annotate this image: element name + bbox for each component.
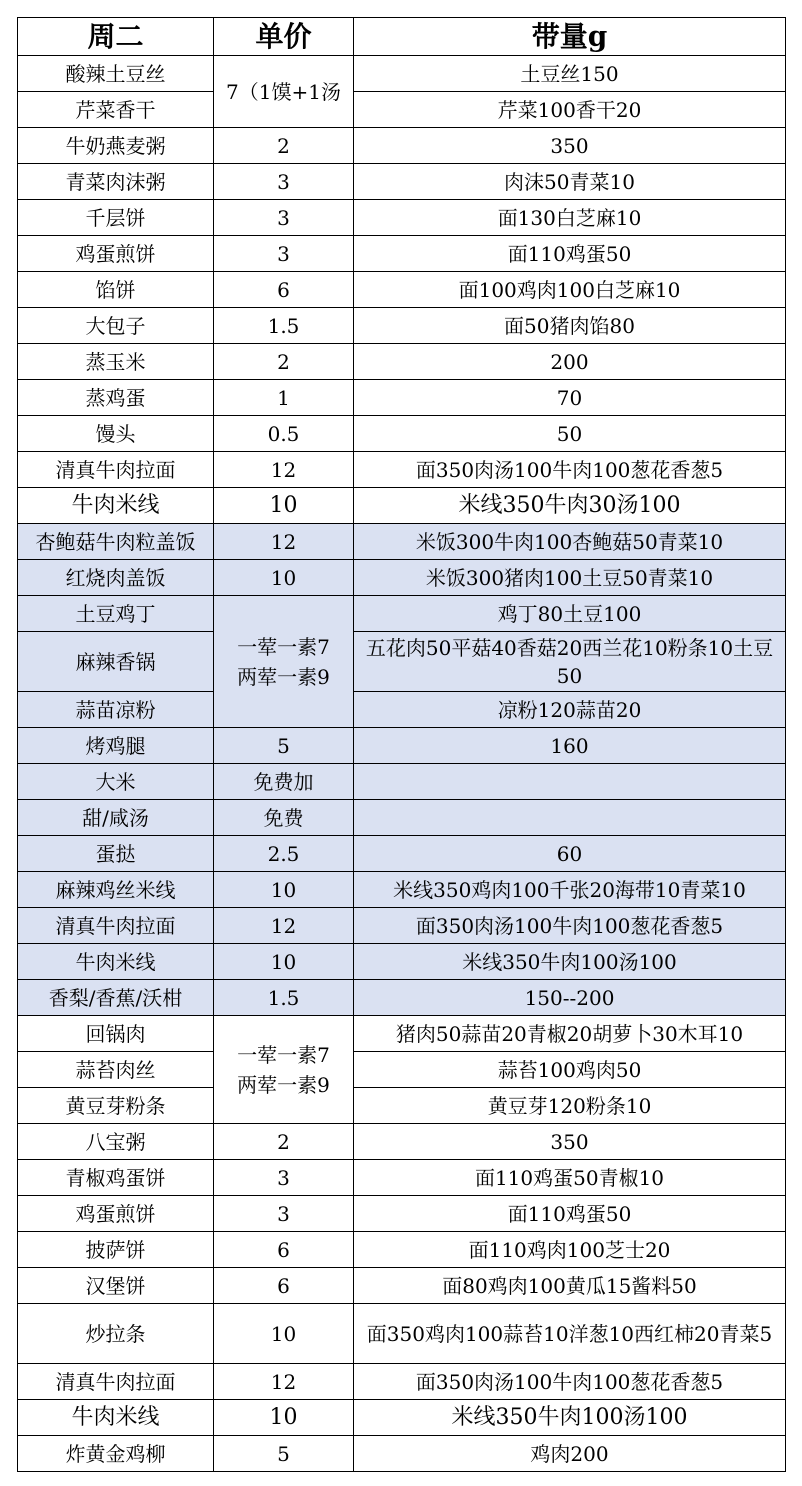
dish-name: 鸡蛋煎饼 <box>18 1196 214 1232</box>
combo-price: 一荤一素7 两荤一素9 <box>214 596 354 728</box>
dish-price: 0.5 <box>214 416 354 452</box>
dish-portion: 面110鸡蛋50青椒10 <box>354 1160 786 1196</box>
dish-name: 红烧肉盖饭 <box>18 560 214 596</box>
dish-portion: 350 <box>354 128 786 164</box>
dish-name: 蒸鸡蛋 <box>18 380 214 416</box>
dish-name: 披萨饼 <box>18 1232 214 1268</box>
dish-portion: 凉粉120蒜苗20 <box>354 692 786 728</box>
dish-price: 免费 <box>214 800 354 836</box>
table-row <box>18 524 786 560</box>
header-day: 周二 <box>18 18 214 56</box>
dish-portion: 米饭300牛肉100杏鲍菇50青菜10 <box>354 524 786 560</box>
dish-name: 麻辣香锅 <box>18 632 214 692</box>
header-portion: 带量g <box>354 18 786 56</box>
dish-price: 2 <box>214 128 354 164</box>
dish-name: 清真牛肉拉面 <box>18 452 214 488</box>
dish-name: 鸡蛋煎饼 <box>18 236 214 272</box>
dish-portion: 面130白芝麻10 <box>354 200 786 236</box>
dish-portion: 米饭300猪肉100土豆50青菜10 <box>354 560 786 596</box>
dish-price: 3 <box>214 1196 354 1232</box>
dish-portion <box>354 800 786 836</box>
table-row <box>18 908 786 944</box>
table-row <box>18 56 786 92</box>
dish-portion: 350 <box>354 1124 786 1160</box>
dish-name: 青菜肉沫粥 <box>18 164 214 200</box>
table-row <box>18 944 786 980</box>
dish-portion: 面350肉汤100牛肉100葱花香葱5 <box>354 452 786 488</box>
dish-price: 6 <box>214 272 354 308</box>
table-row <box>18 344 786 380</box>
header-price: 单价 <box>214 18 354 56</box>
dish-portion: 50 <box>354 416 786 452</box>
table-row <box>18 272 786 308</box>
dish-name: 杏鲍菇牛肉粒盖饭 <box>18 524 214 560</box>
dish-name: 大包子 <box>18 308 214 344</box>
dish-portion: 面110鸡蛋50 <box>354 1196 786 1232</box>
dish-price: 10 <box>214 1304 354 1364</box>
dish-name: 汉堡饼 <box>18 1268 214 1304</box>
table-row <box>18 1016 786 1052</box>
header-row <box>18 18 786 56</box>
dish-name: 清真牛肉拉面 <box>18 1364 214 1400</box>
table-row <box>18 800 786 836</box>
dish-name: 蒸玉米 <box>18 344 214 380</box>
dish-name: 回锅肉 <box>18 1016 214 1052</box>
dish-price: 2 <box>214 344 354 380</box>
dish-price: 12 <box>214 908 354 944</box>
dish-price: 1.5 <box>214 980 354 1016</box>
dish-name: 蒜苗凉粉 <box>18 692 214 728</box>
dish-price: 10 <box>214 1400 354 1436</box>
dish-price: 3 <box>214 1160 354 1196</box>
dish-portion: 面350肉汤100牛肉100葱花香葱5 <box>354 908 786 944</box>
combo-price: 一荤一素7 两荤一素9 <box>214 1016 354 1124</box>
dish-portion: 70 <box>354 380 786 416</box>
dish-portion: 面80鸡肉100黄瓜15酱料50 <box>354 1268 786 1304</box>
dish-price: 1.5 <box>214 308 354 344</box>
dish-price: 3 <box>214 164 354 200</box>
dish-price: 10 <box>214 944 354 980</box>
dish-name: 炒拉条 <box>18 1304 214 1364</box>
dish-portion: 150--200 <box>354 980 786 1016</box>
dish-name: 清真牛肉拉面 <box>18 908 214 944</box>
table-row <box>18 1124 786 1160</box>
table-row <box>18 872 786 908</box>
dish-portion: 200 <box>354 344 786 380</box>
dish-name: 大米 <box>18 764 214 800</box>
dish-name: 甜/咸汤 <box>18 800 214 836</box>
table-row <box>18 728 786 764</box>
dish-price: 12 <box>214 524 354 560</box>
dish-name: 青椒鸡蛋饼 <box>18 1160 214 1196</box>
table-row <box>18 1088 786 1124</box>
dish-portion: 160 <box>354 728 786 764</box>
dish-name: 酸辣土豆丝 <box>18 56 214 92</box>
dish-portion: 米线350牛肉100汤100 <box>354 944 786 980</box>
dish-name: 蒜苔肉丝 <box>18 1052 214 1088</box>
dish-portion <box>354 764 786 800</box>
dish-price: 5 <box>214 728 354 764</box>
dish-portion: 肉沫50青菜10 <box>354 164 786 200</box>
table-row <box>18 980 786 1016</box>
table-row <box>18 1436 786 1472</box>
dish-price: 6 <box>214 1268 354 1304</box>
dish-portion: 蒜苔100鸡肉50 <box>354 1052 786 1088</box>
dish-name: 黄豆芽粉条 <box>18 1088 214 1124</box>
table-row <box>18 596 786 632</box>
dish-price: 2 <box>214 1124 354 1160</box>
dish-price: 10 <box>214 872 354 908</box>
dish-portion: 面50猪肉馅80 <box>354 308 786 344</box>
dish-portion: 面350鸡肉100蒜苔10洋葱10西红柿20青菜5 <box>354 1304 786 1364</box>
dish-name: 馒头 <box>18 416 214 452</box>
dish-price: 1 <box>214 380 354 416</box>
dish-portion: 芹菜100香干20 <box>354 92 786 128</box>
table-row <box>18 164 786 200</box>
table-row <box>18 452 786 488</box>
dish-portion: 60 <box>354 836 786 872</box>
dish-price: 2.5 <box>214 836 354 872</box>
dish-price: 5 <box>214 1436 354 1472</box>
dish-price: 10 <box>214 560 354 596</box>
dish-price: 免费加 <box>214 764 354 800</box>
dish-portion: 米线350鸡肉100千张20海带10青菜10 <box>354 872 786 908</box>
table-row <box>18 380 786 416</box>
table-row <box>18 632 786 692</box>
dish-price: 10 <box>214 488 354 524</box>
dish-portion: 面110鸡肉100芝士20 <box>354 1232 786 1268</box>
combo-price: 7（1馍+1汤 <box>214 56 354 128</box>
table-row <box>18 488 786 524</box>
table-row <box>18 836 786 872</box>
dish-name: 蛋挞 <box>18 836 214 872</box>
dish-portion: 鸡丁80土豆100 <box>354 596 786 632</box>
dish-portion: 米线350牛肉30汤100 <box>354 488 786 524</box>
dish-name: 炸黄金鸡柳 <box>18 1436 214 1472</box>
dish-name: 芹菜香干 <box>18 92 214 128</box>
dish-price: 12 <box>214 1364 354 1400</box>
dish-portion: 黄豆芽120粉条10 <box>354 1088 786 1124</box>
dish-price: 6 <box>214 1232 354 1268</box>
table-row <box>18 692 786 728</box>
table-row <box>18 236 786 272</box>
dish-name: 土豆鸡丁 <box>18 596 214 632</box>
dish-portion: 面100鸡肉100白芝麻10 <box>354 272 786 308</box>
table-row <box>18 560 786 596</box>
dish-name: 牛肉米线 <box>18 1400 214 1436</box>
dish-name: 牛肉米线 <box>18 944 214 980</box>
table-row <box>18 128 786 164</box>
dish-portion: 面110鸡蛋50 <box>354 236 786 272</box>
dish-portion: 猪肉50蒜苗20青椒20胡萝卜30木耳10 <box>354 1016 786 1052</box>
table-row <box>18 1232 786 1268</box>
table-row <box>18 1268 786 1304</box>
table-row <box>18 200 786 236</box>
dish-name: 烤鸡腿 <box>18 728 214 764</box>
table-row <box>18 1160 786 1196</box>
table-row <box>18 308 786 344</box>
dish-price: 3 <box>214 236 354 272</box>
table-row <box>18 1196 786 1232</box>
dish-name: 牛肉米线 <box>18 488 214 524</box>
dish-name: 千层饼 <box>18 200 214 236</box>
dish-name: 八宝粥 <box>18 1124 214 1160</box>
dish-name: 麻辣鸡丝米线 <box>18 872 214 908</box>
table-row <box>18 1304 786 1364</box>
dish-name: 香梨/香蕉/沃柑 <box>18 980 214 1016</box>
dish-name: 牛奶燕麦粥 <box>18 128 214 164</box>
dish-portion: 面350肉汤100牛肉100葱花香葱5 <box>354 1364 786 1400</box>
menu-table <box>17 17 786 1472</box>
dish-portion: 土豆丝150 <box>354 56 786 92</box>
dish-name: 馅饼 <box>18 272 214 308</box>
dish-price: 3 <box>214 200 354 236</box>
table-row <box>18 92 786 128</box>
dish-portion: 米线350牛肉100汤100 <box>354 1400 786 1436</box>
table-row <box>18 764 786 800</box>
table-row <box>18 416 786 452</box>
dish-portion: 五花肉50平菇40香菇20西兰花10粉条10土豆50 <box>354 632 786 692</box>
dish-portion: 鸡肉200 <box>354 1436 786 1472</box>
table-row <box>18 1052 786 1088</box>
dish-price: 12 <box>214 452 354 488</box>
table-row <box>18 1364 786 1400</box>
table-row <box>18 1400 786 1436</box>
